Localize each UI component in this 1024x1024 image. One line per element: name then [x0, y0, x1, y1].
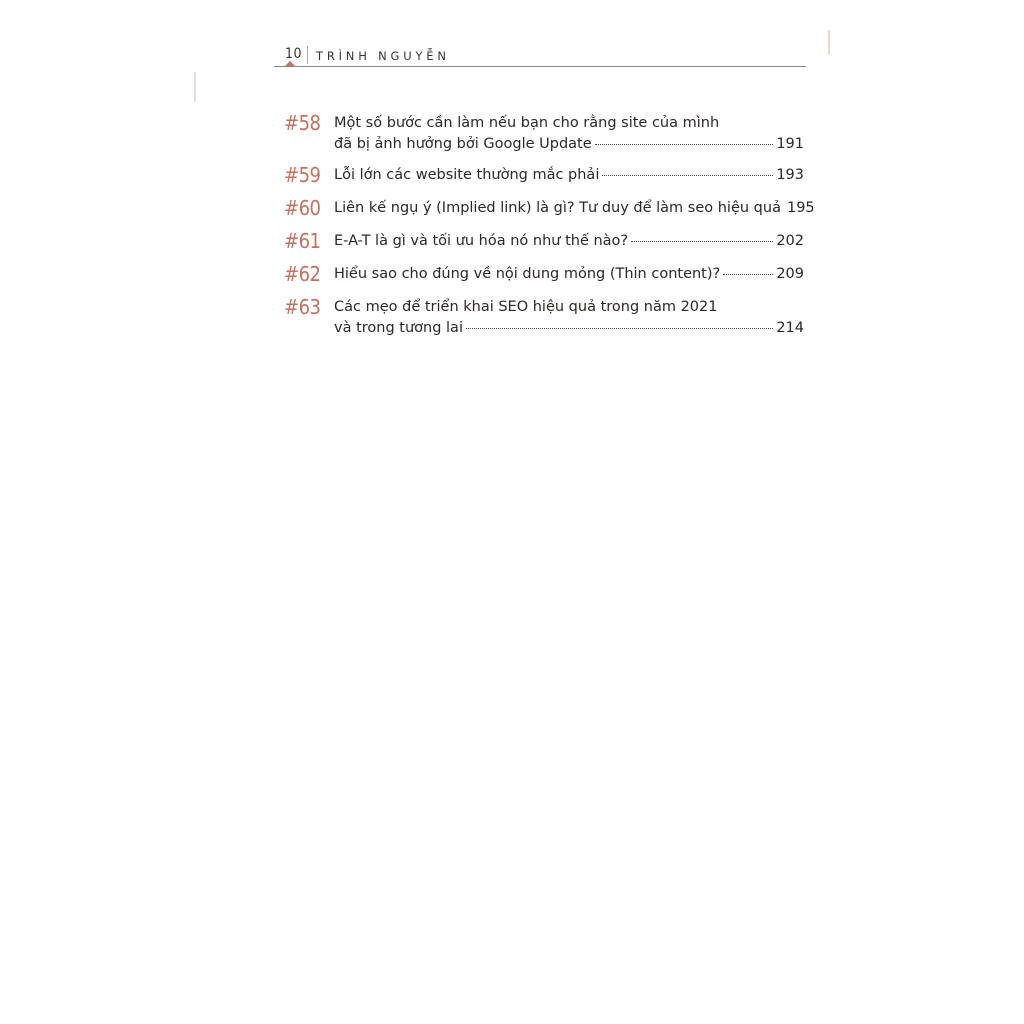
toc-entry-line: [334, 134, 804, 155]
header-rule: [274, 66, 806, 67]
toc-entry: [284, 261, 804, 287]
page-edge-mark: [194, 72, 196, 102]
toc-entry-line: [334, 318, 804, 339]
header-triangle-marker: [285, 61, 295, 66]
toc-entry: [284, 162, 804, 188]
toc-entry: [284, 228, 804, 254]
author-name: TRÌNH NGUYỄN: [316, 49, 450, 63]
toc-entry-title: Hiểu sao cho đúng về nội dung mỏng (Thin content)?: [334, 266, 721, 282]
header-divider: [307, 46, 308, 64]
toc-entry-line: [334, 165, 804, 186]
toc-dot-leader: [631, 241, 773, 242]
toc-entry-title: và trong tương lai: [334, 320, 463, 336]
toc-entry-number: #61: [284, 229, 321, 253]
toc-entry-body: [334, 162, 804, 186]
toc-entry-line: [334, 231, 804, 252]
toc-entry-title: Một số bước cần làm nếu bạn cho rằng site của mình: [334, 115, 720, 131]
toc-entry-line: [334, 198, 815, 219]
toc-entry-title: E-A-T là gì và tối ưu hóa nó như thế nào?: [334, 233, 629, 249]
toc-dot-leader: [602, 175, 773, 176]
toc-entry: [284, 294, 804, 339]
toc-entry-body: [334, 195, 815, 219]
toc-entry-line: [334, 113, 804, 134]
toc-entry-title: Lỗi lớn các website thường mắc phải: [334, 167, 600, 183]
page-number: 10: [285, 46, 303, 62]
toc-entry-body: [334, 110, 804, 155]
toc-page-number: 209: [776, 266, 804, 282]
toc-entry-body: [334, 228, 804, 252]
toc-entry-line: [334, 264, 804, 285]
toc-entry-body: [334, 261, 804, 285]
toc-page-number: 193: [776, 167, 804, 183]
toc-entry: [284, 195, 815, 221]
toc-entry-number: #62: [284, 262, 321, 286]
toc-entry-title: Liên kế ngụ ý (Implied link) là gì? Tư duy để làm seo hiệu quả: [334, 200, 781, 216]
toc-page-number: 195: [786, 200, 815, 216]
page-edge-mark: [828, 30, 830, 54]
toc-entry: [284, 110, 804, 155]
toc-page-number: 214: [776, 320, 804, 336]
toc-page-number: 191: [776, 136, 804, 152]
toc-entry-number: #63: [284, 295, 321, 319]
toc-entry-title: đã bị ảnh hưởng bởi Google Update: [334, 136, 592, 152]
toc-dot-leader: [595, 144, 774, 145]
toc-entry-line: [334, 297, 804, 318]
toc-entry-number: #58: [284, 111, 321, 135]
toc-dot-leader: [466, 328, 773, 329]
toc-dot-leader: [723, 274, 773, 275]
toc-page-number: 202: [776, 233, 804, 249]
toc-entry-number: #59: [284, 163, 321, 187]
running-header: [274, 44, 806, 72]
toc-entry-number: #60: [284, 196, 321, 220]
toc-entry-title: Các mẹo để triển khai SEO hiệu quả trong năm 2021: [334, 299, 718, 315]
toc-entry-body: [334, 294, 804, 339]
table-of-contents: [284, 110, 815, 346]
